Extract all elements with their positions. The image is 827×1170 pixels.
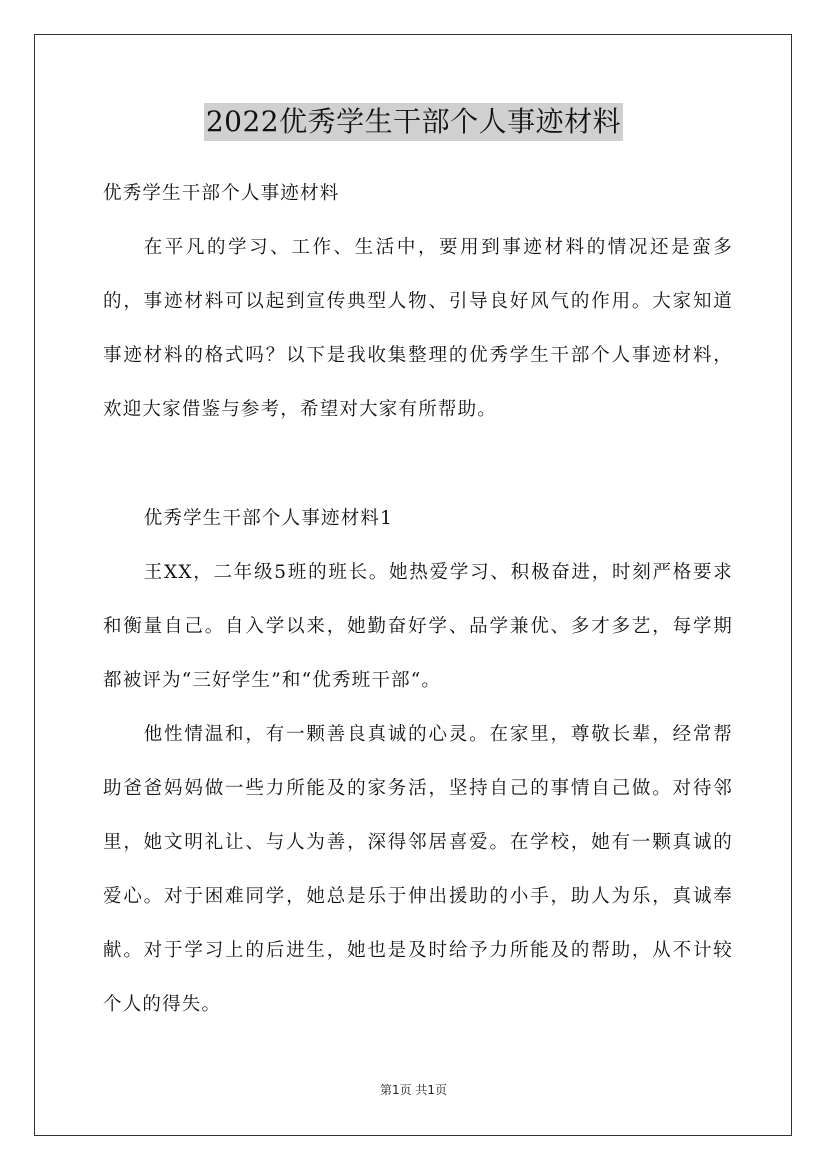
paragraph-2: 他性情温和，有一颗善良真诚的心灵。在家里，尊敬长辈，经常帮助爸爸妈妈做一些力所能及的家务活，坚持自己的事情自己做。对待邻里，她文明礼让、与人为善，深得邻居喜爱。在学校，她有一颗真诚的爱心。对于困难同学，她总是乐于伸出援助的小手，助人为乐，真诚奉献。对于学习上的后进生，她也是及时给予力所能及的帮助，从不计较个人的得失。 [103,724,733,1015]
title-wrap [0,103,827,141]
document-body [103,167,733,437]
document-subtitle: 优秀学生干部个人事迹材料 [103,183,340,204]
page-footer: 第1页 共1页 [379,1083,448,1097]
section-heading: 优秀学生干部个人事迹材料1 [143,508,394,529]
document-title: 2022优秀学生干部个人事迹材料 [204,103,623,141]
section-body [103,492,733,1032]
intro-paragraph: 在平凡的学习、工作、生活中，要用到事迹材料的情况还是蛮多的，事迹材料可以起到宣传典型人物、引导良好风气的作用。大家知道事迹材料的格式吗？以下是我收集整理的优秀学生干部个人事迹材料，欢迎大家借鉴与参考，希望对大家有所帮助。 [103,237,733,420]
paragraph-1: 王XX，二年级5班的班长。她热爱学习、积极奋进，时刻严格要求和衡量自己。自入学以来，她勤奋好学、品学兼优、多才多艺，每学期都被评为“三好学生”和“优秀班干部“。 [103,562,733,691]
